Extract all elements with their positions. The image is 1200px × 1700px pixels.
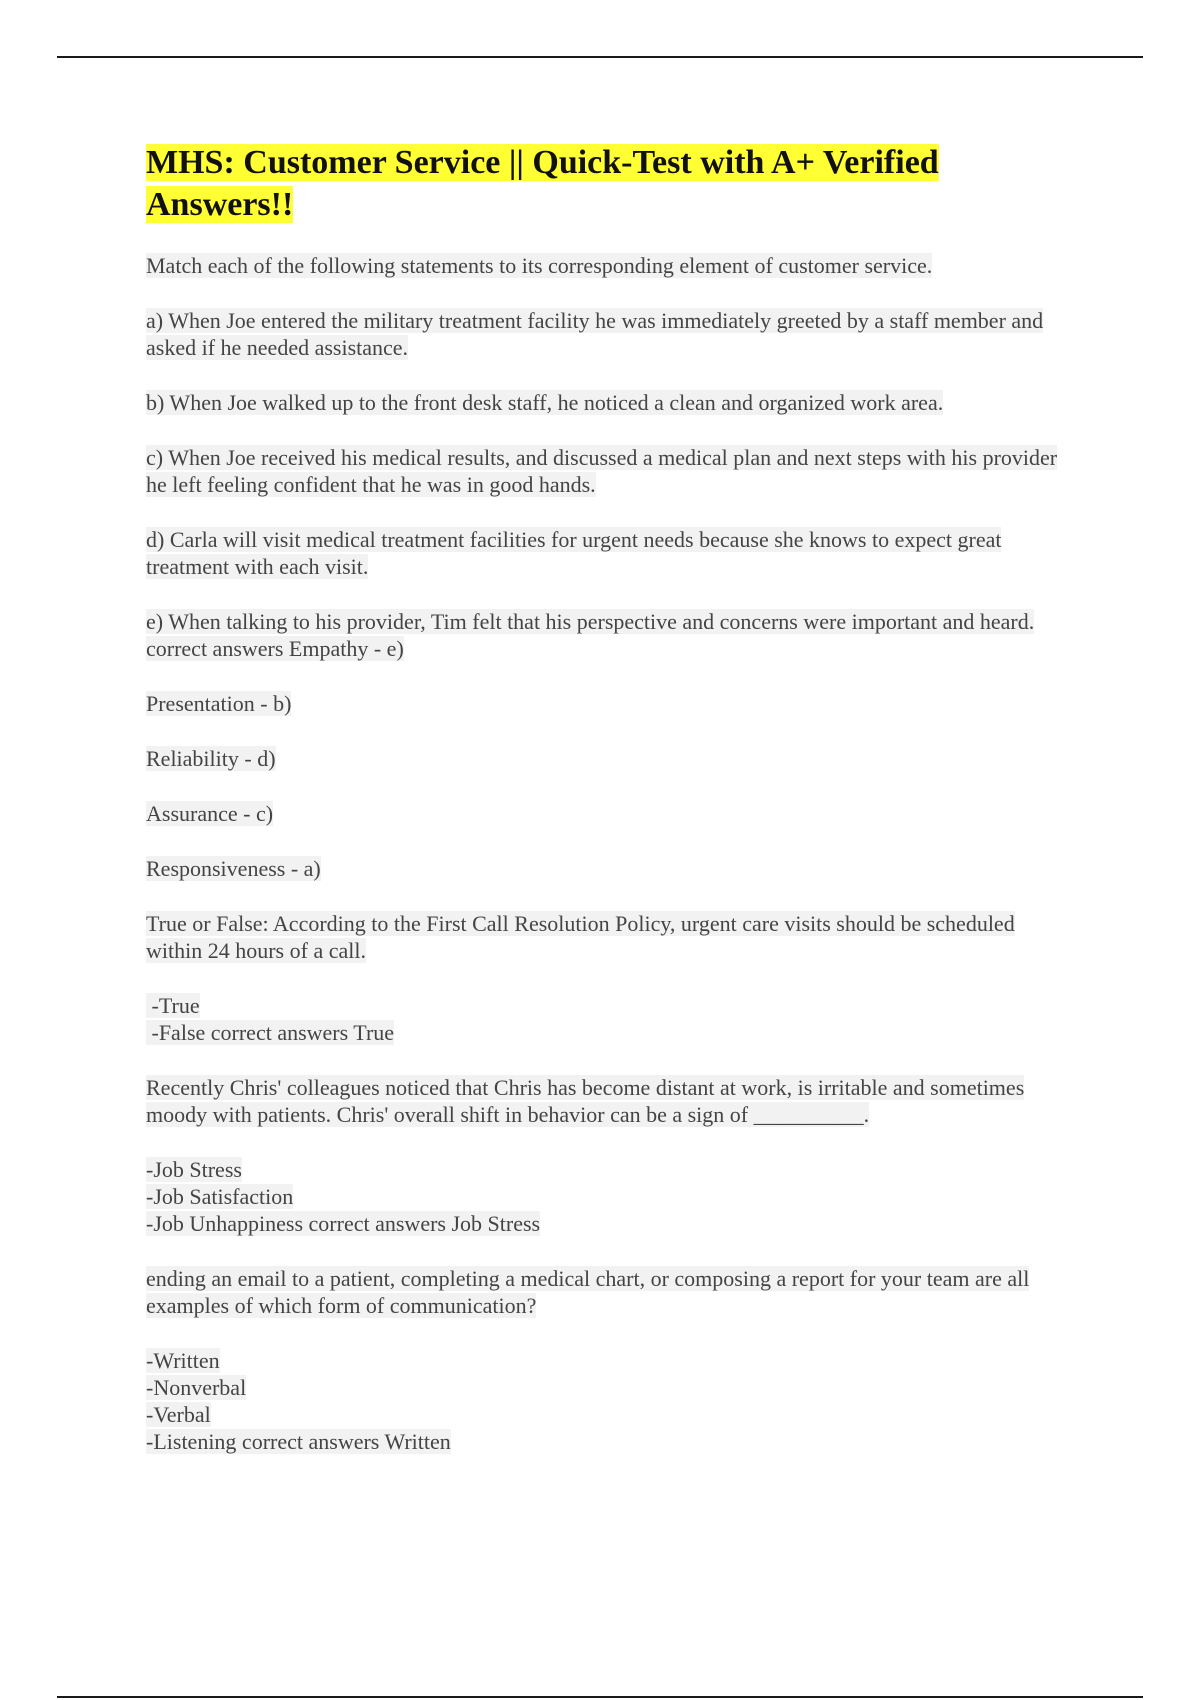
paragraph <box>146 992 1066 1046</box>
option-text: -Job Stress <box>146 1157 242 1182</box>
option-text: -Verbal <box>146 1402 211 1427</box>
paragraph-text: d) Carla will visit medical treatment facilities for urgent needs because she knows to expect great treatment with each visit. <box>146 527 1002 579</box>
paragraph <box>146 1156 1066 1237</box>
top-rule <box>57 56 1143 58</box>
paragraph <box>146 252 1066 279</box>
paragraph <box>146 910 1066 964</box>
option-line <box>146 1019 1066 1046</box>
option-text: -Job Satisfaction <box>146 1184 294 1209</box>
option-line <box>146 1156 1066 1183</box>
option-line <box>146 1428 1066 1455</box>
paragraph-text: c) When Joe received his medical results, and discussed a medical plan and next steps with his provider he left feeling confident that he was in good hands. <box>146 445 1058 497</box>
paragraph <box>146 389 1066 416</box>
paragraph <box>146 526 1066 580</box>
paragraph-text: Assurance - c) <box>146 801 274 826</box>
paragraph-text: a) When Joe entered the military treatment facility he was immediately greeted by a staff member and asked if he needed assistance. <box>146 308 1044 360</box>
option-text: -False correct answers True <box>146 1020 395 1045</box>
paragraph <box>146 307 1066 361</box>
option-text: -Job Unhappiness correct answers Job Stress <box>146 1211 541 1236</box>
paragraph <box>146 444 1066 498</box>
document-body <box>146 142 1066 1483</box>
option-line <box>146 1401 1066 1428</box>
paragraph <box>146 608 1066 662</box>
document-title-text: MHS: Customer Service || Quick-Test with A+ Verified Answers!! <box>146 144 939 223</box>
option-line <box>146 1374 1066 1401</box>
option-line <box>146 1347 1066 1374</box>
paragraph <box>146 745 1066 772</box>
bottom-rule <box>57 1696 1143 1698</box>
paragraph-text: Presentation - b) <box>146 691 292 716</box>
option-line <box>146 1210 1066 1237</box>
paragraph <box>146 690 1066 717</box>
paragraph-text: Recently Chris' colleagues noticed that Chris has become distant at work, is irritable and sometimes moody with patients. Chris' overall shift in behavior can be a sign of __________. <box>146 1075 1025 1127</box>
option-text: -True <box>146 993 200 1018</box>
option-text: -Nonverbal <box>146 1375 247 1400</box>
paragraph-text: True or False: According to the First Call Resolution Policy, urgent care visits should be scheduled within 24 hours of a call. <box>146 911 1015 963</box>
document-title <box>146 142 1066 226</box>
option-line <box>146 1183 1066 1210</box>
paragraph-text: b) When Joe walked up to the front desk staff, he noticed a clean and organized work area. <box>146 390 944 415</box>
paragraph-text: Responsiveness - a) <box>146 856 321 881</box>
paragraph-text: ending an email to a patient, completing a medical chart, or composing a report for your team are all examples of which form of communication? <box>146 1266 1030 1318</box>
paragraph <box>146 800 1066 827</box>
paragraph-text: Match each of the following statements to its corresponding element of customer service. <box>146 253 933 278</box>
option-line <box>146 992 1066 1019</box>
paragraph-text: Reliability - d) <box>146 746 276 771</box>
paragraph <box>146 855 1066 882</box>
paragraph <box>146 1265 1066 1319</box>
option-text: -Written <box>146 1348 220 1373</box>
paragraph <box>146 1074 1066 1128</box>
paragraph-text: e) When talking to his provider, Tim felt that his perspective and concerns were important and heard. correct answers Empathy - e) <box>146 609 1035 661</box>
option-text: -Listening correct answers Written <box>146 1429 451 1454</box>
paragraph <box>146 1347 1066 1455</box>
